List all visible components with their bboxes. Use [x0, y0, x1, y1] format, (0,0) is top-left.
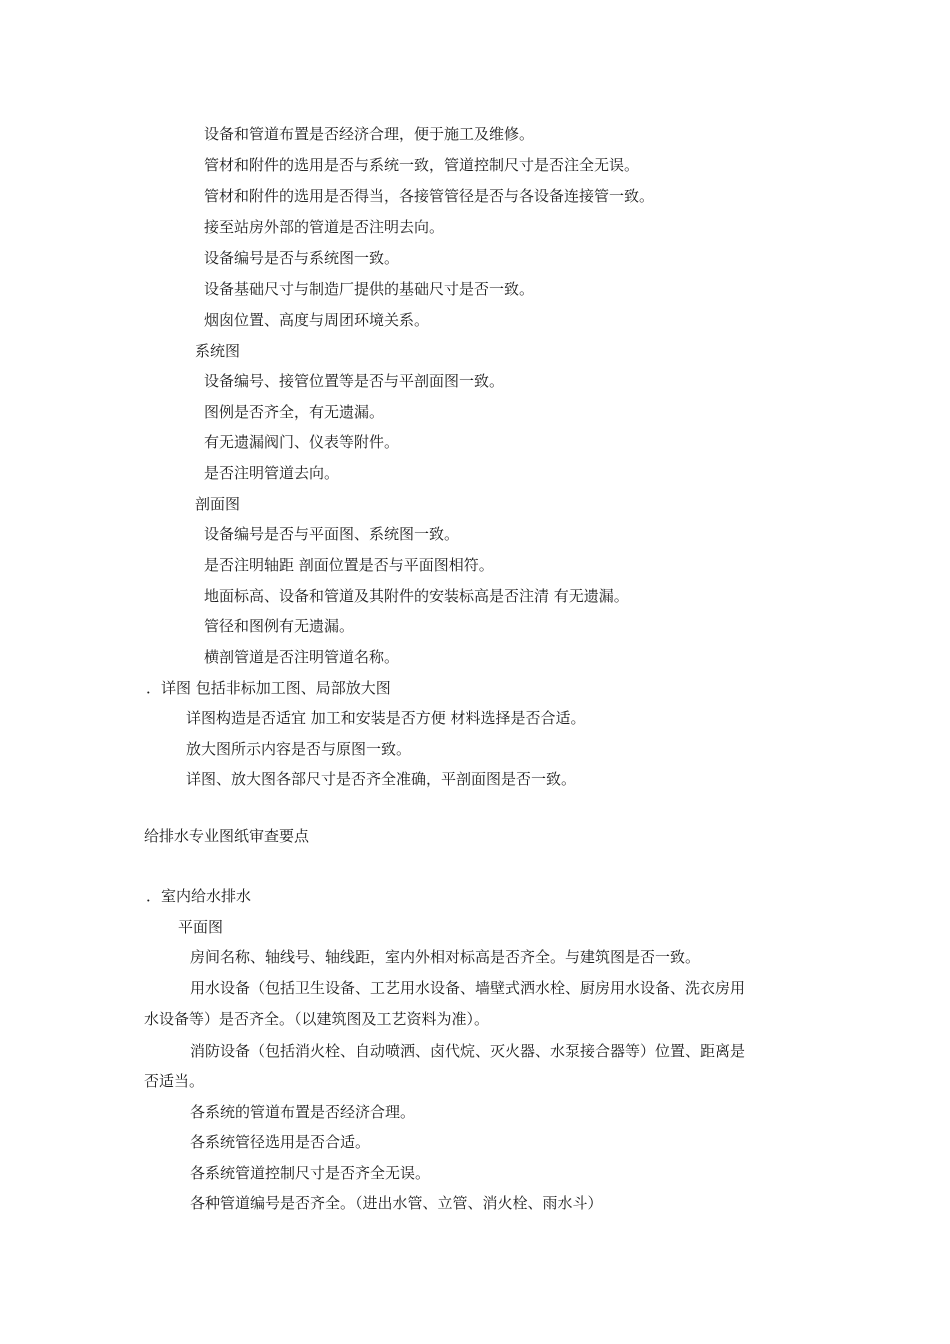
system-item: 是否注明管道去向。: [204, 464, 340, 482]
section-item: 横剖管道是否注明管道名称。: [204, 648, 400, 666]
section-item: 管径和图例有无遗漏。: [204, 617, 355, 635]
system-item: 有无遗漏阀门、仪表等附件。: [204, 433, 400, 451]
section-heading: 剖面图: [195, 495, 241, 513]
plan-item: 管材和附件的选用是否与系统一致，管道控制尺寸是否注全无误。: [204, 156, 640, 174]
plan-item: 烟囱位置、高度与周团环境关系。: [204, 311, 430, 329]
review-item-continuation: 否适当。: [144, 1072, 205, 1090]
review-item-continuation: 水设备等）是否齐全。（以建筑图及工艺资料为准）。: [144, 1010, 490, 1028]
plan-item: 设备编号是否与系统图一致。: [204, 249, 400, 267]
detail-item: 详图、放大图各部尺寸是否齐全准确，平剖面图是否一致。: [186, 770, 577, 788]
plan-item: 管材和附件的选用是否得当，各接管管径是否与各设备连接管一致。: [204, 187, 655, 205]
system-heading: 系统图: [195, 342, 241, 360]
detail-item: 放大图所示内容是否与原图一致。: [186, 740, 412, 758]
review-item: 各种管道编号是否齐全。（进出水管、立管、消火栓、雨水斗）: [190, 1194, 603, 1212]
review-item: 消防设备（包括消火栓、自动喷洒、卤代烷、灭火器、水泵接合器等）位置、距离是: [190, 1042, 746, 1060]
detail-heading: ．详图 包括非标加工图、局部放大图: [146, 679, 391, 697]
review-item: 各系统的管道布置是否经济合理。: [190, 1103, 416, 1121]
system-item: 图例是否齐全，有无遗漏。: [204, 403, 385, 421]
system-item: 设备编号、接管位置等是否与平剖面图一致。: [204, 372, 505, 390]
review-item: 房间名称、轴线号、轴线距，室内外相对标高是否齐全。与建筑图是否一致。: [190, 948, 701, 966]
section-item: 是否注明轴距 剖面位置是否与平面图相符。: [204, 556, 494, 574]
section-item: 设备编号是否与平面图、系统图一致。: [204, 525, 460, 543]
sub-heading: ．室内给水排水: [146, 887, 252, 905]
review-item: 各系统管径选用是否合适。: [190, 1133, 371, 1151]
detail-item: 详图构造是否适宜 加工和安装是否方便 材料选择是否合适。: [186, 709, 586, 727]
plan-item: 设备基础尺寸与制造厂提供的基础尺寸是否一致。: [204, 280, 535, 298]
section-item: 地面标高、设备和管道及其附件的安装标高是否注清 有无遗漏。: [204, 587, 629, 605]
section-title: 给排水专业图纸审查要点: [144, 827, 310, 845]
plan-heading: 平面图: [178, 918, 224, 936]
plan-item: 设备和管道布置是否经济合理，便于施工及维修。: [204, 125, 535, 143]
review-item: 各系统管道控制尺寸是否齐全无误。: [190, 1164, 431, 1182]
plan-item: 接至站房外部的管道是否注明去向。: [204, 218, 445, 236]
review-item: 用水设备（包括卫生设备、工艺用水设备、墙壁式洒水栓、厨房用水设备、洗衣房用: [190, 979, 746, 997]
